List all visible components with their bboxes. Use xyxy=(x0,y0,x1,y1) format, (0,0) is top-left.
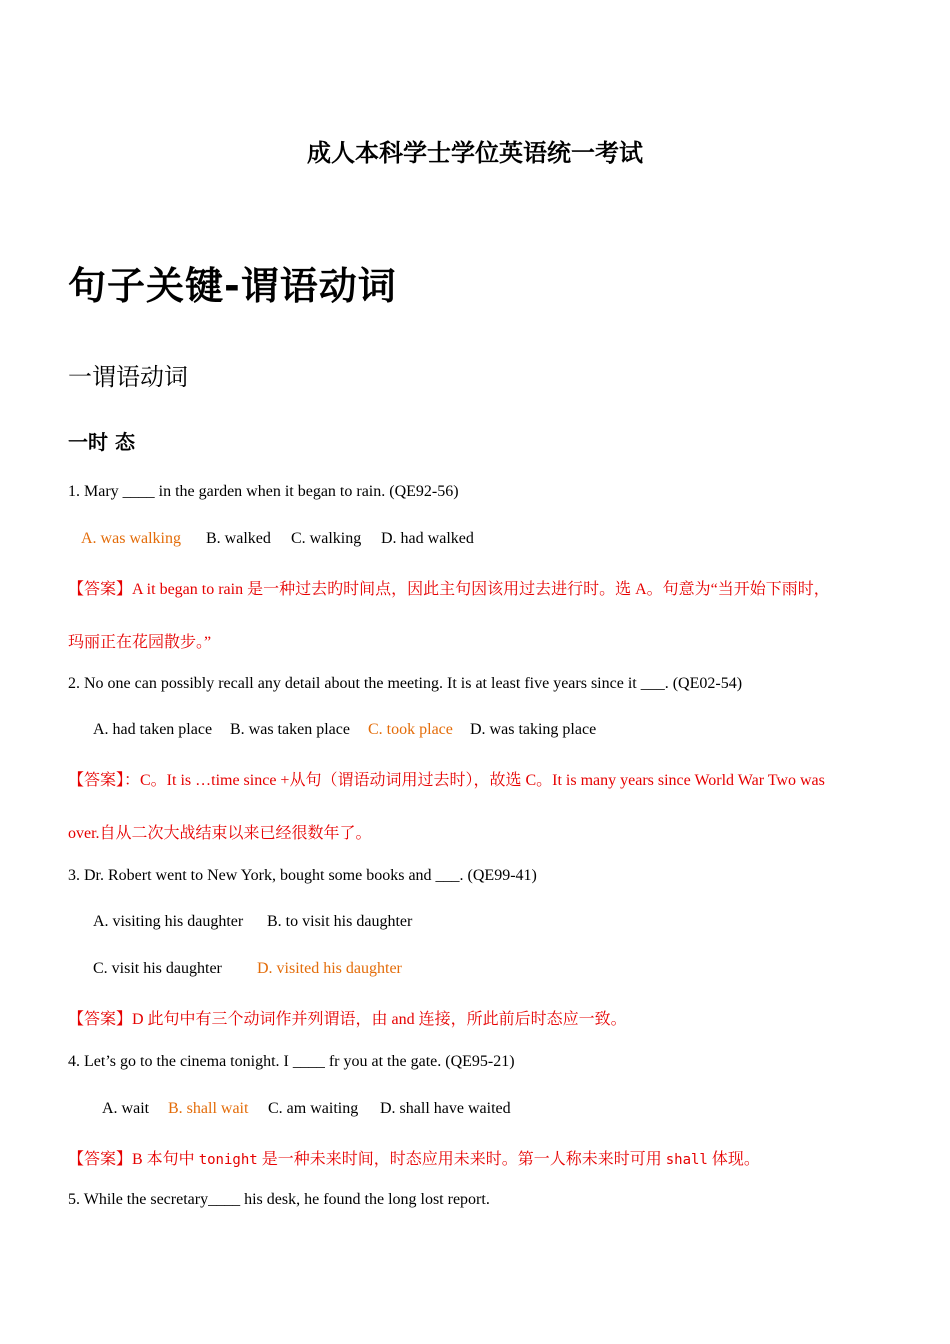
question-3-option-c: C. visit his daughter xyxy=(93,960,222,977)
question-2-answer-line-2: over.自从二次大战结束以来已经很数年了。 xyxy=(68,825,372,842)
question-4-stem: 4. Let’s go to the cinema tonight. I ____ fr you at the gate. (QE95-21) xyxy=(68,1053,515,1070)
question-1-answer-line-1: 【答案】A it began to rain 是一种过去旳时间点，因此主句因该用过去进行时。选 A。句意为“当开始下雨时， xyxy=(68,581,830,598)
question-1-option-d: D. had walked xyxy=(381,530,474,547)
question-1-option-b: B. walked xyxy=(206,530,271,547)
subsection-heading: 一谓语动词 xyxy=(68,363,188,391)
question-1-option-c: C. walking xyxy=(291,530,362,547)
question-4-option-a: A. wait xyxy=(102,1100,150,1117)
document-title: 成人本科学士学位英语统一考试 xyxy=(307,139,643,167)
question-3-option-d: D. visited his daughter xyxy=(257,960,402,977)
question-4-option-d: D. shall have waited xyxy=(380,1100,511,1117)
question-2-option-b: B. was taken place xyxy=(230,721,350,738)
question-4-option-c: C. am waiting xyxy=(268,1100,359,1117)
question-3-option-a: A. visiting his daughter xyxy=(93,913,244,930)
section-heading: 句子关键-谓语动词 xyxy=(68,264,397,308)
question-3-option-b: B. to visit his daughter xyxy=(267,913,413,930)
question-1-answer-line-2: 玛丽正在花园散步。” xyxy=(68,634,212,651)
question-1-option-a: A. was walking xyxy=(81,530,181,547)
question-1-stem: 1. Mary ____ in the garden when it began to rain. (QE92-56) xyxy=(68,483,459,500)
question-4-answer-part: 【答案】B 本句中 xyxy=(68,1151,199,1168)
question-3-stem: 3. Dr. Robert went to New York, bought some books and ___. (QE99-41) xyxy=(68,867,537,884)
question-4-answer-keyword: shall xyxy=(665,1152,708,1168)
question-4-answer-keyword: tonight xyxy=(198,1152,258,1168)
question-2-answer-line-1: 【答案】：C。It is …time since +从句（谓语动词用过去时），故选 C。It is many years since World War Two was xyxy=(68,772,825,789)
question-2-option-a: A. had taken place xyxy=(93,721,213,738)
question-3-answer: 【答案】D 此句中有三个动词作并列谓语，由 and 连接，所此前后时态应一致。 xyxy=(68,1011,627,1028)
question-4-answer-part: 是一种未来时间，时态应用未来时。第一人称未来时可用 xyxy=(257,1151,666,1168)
question-4-answer xyxy=(68,1146,760,1169)
question-4-answer-part: 体现。 xyxy=(707,1151,760,1168)
topic-heading: 一时 态 xyxy=(68,430,135,454)
question-2-stem: 2. No one can possibly recall any detail about the meeting. It is at least five years since it ___. (QE02-54) xyxy=(68,675,743,692)
question-4-option-b: B. shall wait xyxy=(168,1100,249,1117)
question-2-option-c: C. took place xyxy=(368,721,453,738)
question-5-stem: 5. While the secretary____ his desk, he found the long lost report. xyxy=(68,1191,490,1208)
question-2-option-d: D. was taking place xyxy=(470,721,597,738)
